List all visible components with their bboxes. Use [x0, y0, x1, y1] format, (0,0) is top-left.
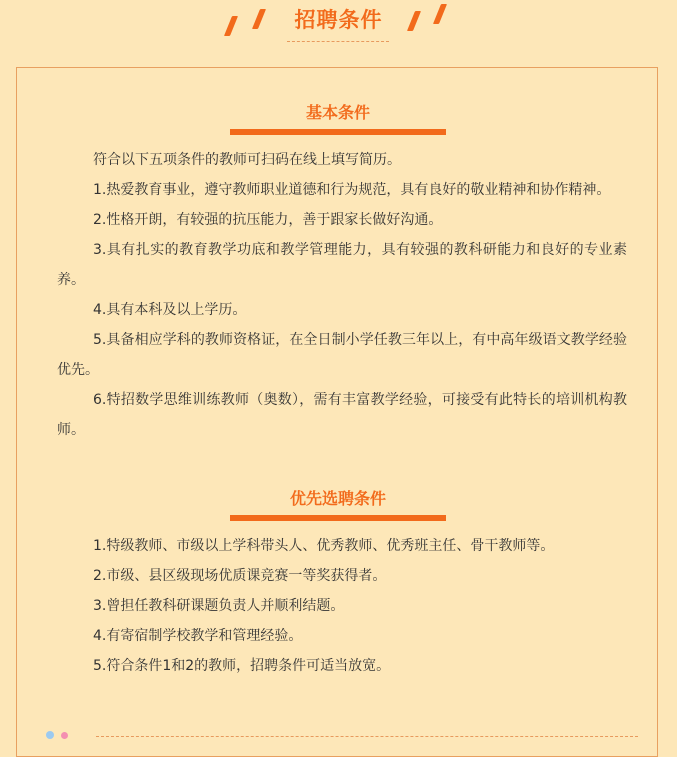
priority-conditions-text	[57, 531, 627, 681]
section-underline-priority	[230, 515, 446, 521]
paragraph: 1.热爱教育事业，遵守教师职业道德和行为规范，具有良好的敬业精神和协作精神。	[93, 182, 611, 198]
paragraph: 符合以下五项条件的教师可扫码在线上填写简历。	[93, 152, 401, 168]
paragraph: 6.特招数学思维训练教师（奥数），需有丰富教学经验，可接受有此特长的培训机构教师。	[57, 392, 627, 438]
bottom-divider	[96, 736, 638, 737]
paragraph: 1.特级教师、市级以上学科带头人、优秀教师、优秀班主任、骨干教师等。	[93, 538, 555, 554]
paragraph: 5.具备相应学科的教师资格证，在全日制小学任教三年以上，有中高年级语文教学经验优先。	[57, 332, 627, 378]
paragraph: 3.具有扎实的教育教学功底和教学管理能力，具有较强的教科研能力和良好的专业素养。	[57, 242, 627, 288]
page-header	[0, 0, 677, 60]
paragraph: 2.性格开朗，有较强的抗压能力，善于跟家长做好沟通。	[93, 212, 443, 228]
conditions-card	[16, 67, 658, 757]
blue-dot-icon	[46, 731, 54, 739]
basic-conditions-text	[57, 145, 627, 445]
paragraph: 3.曾担任教科研课题负责人并顺利结题。	[93, 598, 345, 614]
paragraph: 4.具有本科及以上学历。	[93, 302, 247, 318]
section-underline-basic	[230, 129, 446, 135]
paragraph: 5.符合条件1和2的教师，招聘条件可适当放宽。	[93, 658, 391, 674]
section-heading-basic: 基本条件	[305, 103, 370, 122]
pink-dot-icon	[61, 732, 68, 739]
page-title: 招聘条件	[294, 8, 383, 32]
paragraph: 2.市级、县区级现场优质课竞赛一等奖获得者。	[93, 568, 387, 584]
paragraph: 4.有寄宿制学校教学和管理经验。	[93, 628, 303, 644]
title-underline	[287, 41, 389, 42]
section-heading-priority: 优先选聘条件	[289, 489, 386, 508]
